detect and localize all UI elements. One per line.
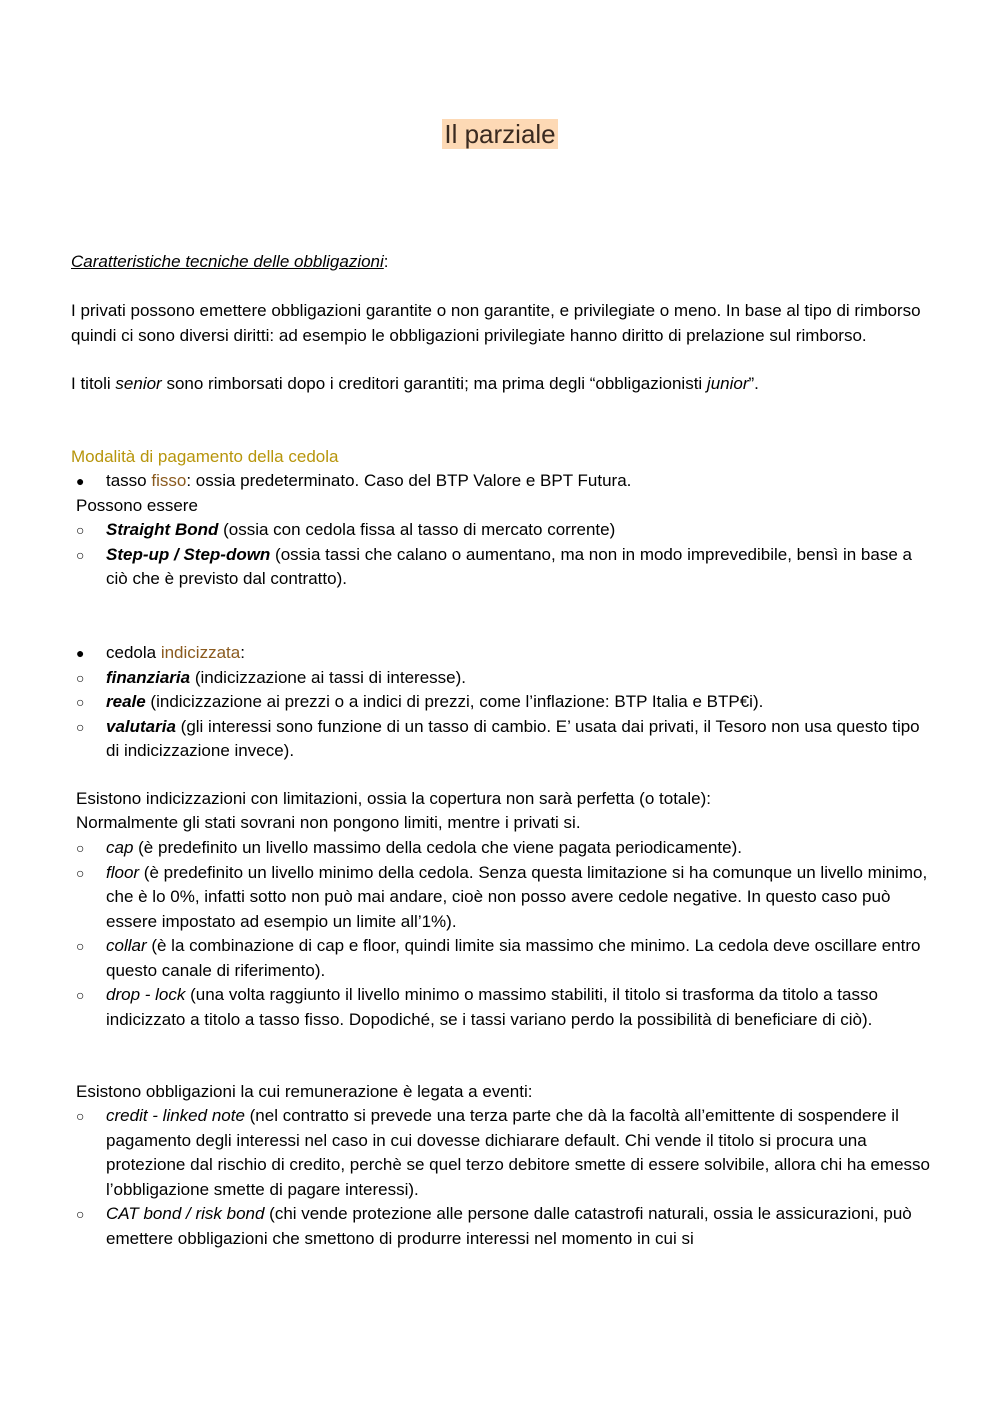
list-item-cedola-indicizzata: ● cedola indicizzata:	[76, 643, 245, 662]
list-item: ○ Step-up / Step-down (ossia tassi che calano o aumentano, ma non in modo imprevedibile, bensì in base a ciò che è previsto dal contratto).	[76, 544, 912, 588]
list-item: ○ finanziaria (indicizzazione ai tassi di interesse).	[76, 667, 466, 687]
fisso-bullet-list	[76, 469, 936, 494]
limits-note: Normalmente gli stati sovrani non pongono limiti, mentre i privati si.	[76, 813, 581, 832]
list-item: ○ floor (è predefinito un livello minimo della cedola. Senza questa limitazione si ha comunque un livello minimo, che è lo 0%, infatti sotto non può mai andare, cioè non posso avere cedole negative. In questo caso può essere impostato ad esempio un limite all’1%).	[76, 862, 928, 931]
events-intro: Esistono obbligazioni la cui remunerazione è legata a eventi:	[76, 1082, 533, 1101]
list-item-tasso-fisso: ● tasso fisso: ossia predeterminato. Caso del BTP Valore e BPT Futura.	[76, 469, 936, 494]
limits-intro: Esistono indicizzazioni con limitazioni, ossia la copertura non sarà perfetta (o totale):	[76, 789, 711, 808]
list-item: ○ cap (è predefinito un livello massimo della cedola che viene pagata periodicamente).	[76, 838, 742, 857]
intro-paragraph: I privati possono emettere obbligazioni garantite o non garantite, e privilegiate o meno. In base al tipo di rimborso quindi ci sono diversi diritti: ad esempio le obbligazioni privilegiate hanno diritto di prelazione sul rimborso.	[71, 301, 921, 345]
list-item: ○ CAT bond / risk bond (chi vende protezione alle persone dalle catastrofi naturali, ossia le assicurazioni, può emettere obbligazioni che smettono di produrre interessi nel momento in cui si	[76, 1204, 912, 1248]
list-item: ○ collar (è la combinazione di cap e floor, quindi limite sia massimo che minimo. La cedola deve oscillare entro questo canale di riferimento).	[76, 936, 921, 980]
limits-list	[76, 836, 936, 1032]
fisso-types-list	[76, 518, 936, 592]
list-item: ○ valutaria (gli interessi sono funzione di un tasso di cambio. E’ usata dai privati, il Tesoro non usa questo tipo di indicizzazione invece).	[76, 716, 920, 760]
senior-junior-paragraph: I titoli senior sono rimborsati dopo i creditori garantiti; ma prima degli “obbligazionisti junior”.	[71, 374, 759, 393]
section-heading: Caratteristiche tecniche delle obbligazioni:	[71, 252, 389, 271]
possono-essere-text: Possono essere	[76, 496, 198, 515]
document-title: Il parziale	[444, 119, 556, 149]
list-item: ○ reale (indicizzazione ai prezzi o a indici di prezzi, come l’inflazione: BTP Italia e BTP€i).	[76, 692, 764, 711]
events-list	[76, 1104, 936, 1251]
indicizzata-bullet-list	[76, 641, 936, 764]
list-item: ○ drop - lock (una volta raggiunto il livello minimo o massimo stabiliti, il titolo si trasforma da titolo a tasso indicizzato a titolo a tasso fisso. Dopodiché, se i tassi variano perdo la possibilità di beneficiare di ciò).	[76, 985, 878, 1029]
list-item: ○ Straight Bond (ossia con cedola fissa al tasso di mercato corrente)	[76, 520, 616, 539]
cedola-section-title: Modalità di pagamento della cedola	[71, 447, 339, 466]
list-item: ○ credit - linked note (nel contratto si prevede una terza parte che dà la facoltà all’emittente di sospendere il pagamento degli interessi nel caso in cui dovesse dichiarare default. Chi vende il titolo si procura una protezione dal rischio di credito, perchè se quel terzo debitore smette di essere solvibile, allora chi ha emesso l’obbligazione smette di pagare interessi).	[76, 1106, 930, 1199]
bullet-marker: ●	[76, 473, 85, 489]
